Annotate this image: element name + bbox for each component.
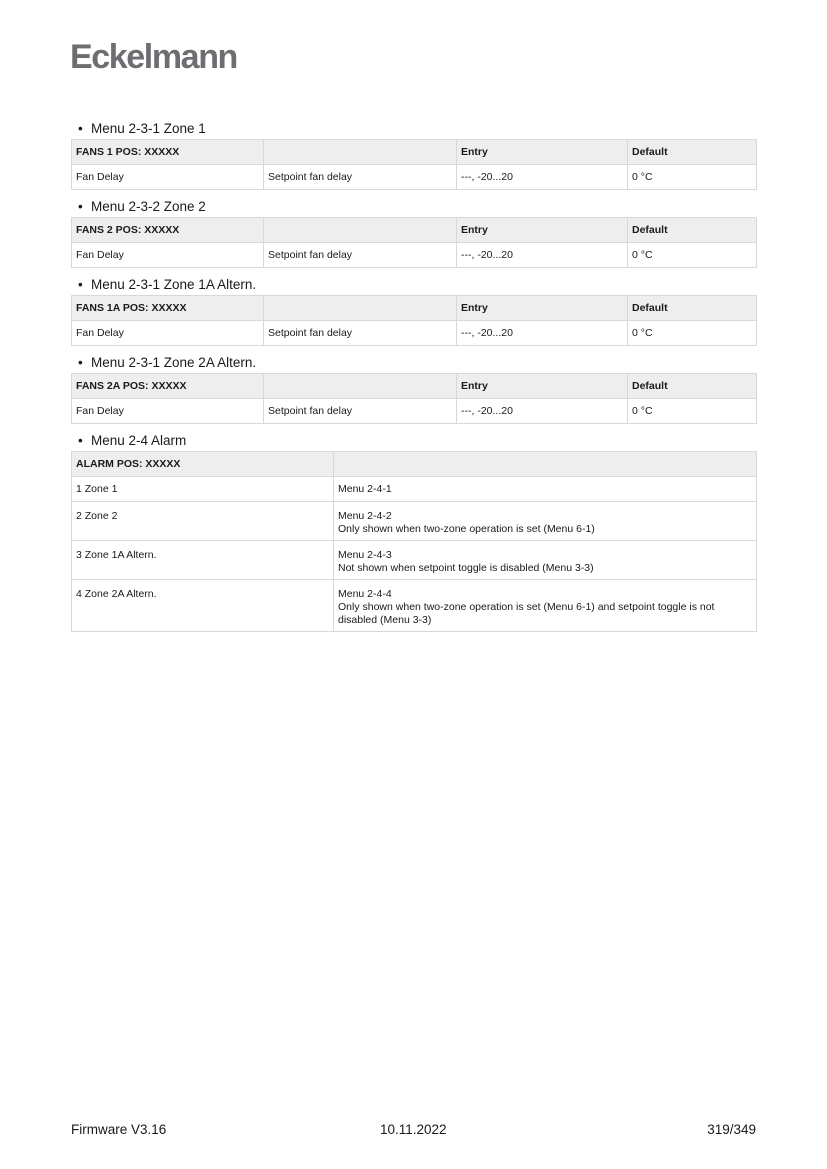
table-header-row	[72, 374, 757, 399]
bullet-icon: •	[78, 277, 83, 292]
page-number: 319/349	[707, 1122, 756, 1137]
table-cell: ---, -20...20	[457, 243, 628, 268]
menu-note: Only shown when two-zone operation is set (Menu 6-1)	[338, 523, 595, 535]
table-cell: 2 Zone 2	[72, 502, 334, 541]
alarm-table	[71, 451, 757, 632]
table-header-cell: Default	[628, 296, 757, 321]
menu-ref: Menu 2-4-4	[338, 588, 392, 600]
table-header-row	[72, 296, 757, 321]
table-cell: Setpoint fan delay	[264, 399, 457, 424]
table-header-cell: Entry	[457, 140, 628, 165]
page-content	[71, 120, 756, 633]
bullet-icon: •	[78, 355, 83, 370]
section-heading: • Menu 2-4 Alarm	[78, 433, 187, 448]
table-cell: Fan Delay	[72, 321, 264, 346]
fans-1-table	[71, 139, 757, 190]
table-header-cell	[264, 374, 457, 399]
table-header-cell: FANS 1A POS: XXXXX	[72, 296, 264, 321]
table-cell: 4 Zone 2A Altern.	[72, 580, 334, 632]
fans-2a-table	[71, 373, 757, 424]
firmware-version: Firmware V3.16	[71, 1122, 167, 1137]
table-cell: ---, -20...20	[457, 399, 628, 424]
table-cell: 0 °C	[628, 399, 757, 424]
menu-note: Only shown when two-zone operation is set (Menu 6-1) and setpoint toggle is not disabled (Menu 3-3)	[338, 601, 715, 626]
menu-ref: Menu 2-4-3	[338, 549, 392, 561]
table-cell: 3 Zone 1A Altern.	[72, 541, 334, 580]
table-cell	[334, 541, 757, 580]
table-row	[72, 502, 757, 541]
table-cell: Setpoint fan delay	[264, 321, 457, 346]
table-header-cell: FANS 1 POS: XXXXX	[72, 140, 264, 165]
table-header-cell	[264, 218, 457, 243]
table-header-cell: Default	[628, 374, 757, 399]
section-heading: • Menu 2-3-1 Zone 2A Altern.	[78, 355, 257, 370]
bullet-icon: •	[78, 199, 83, 214]
table-cell: 1 Zone 1	[72, 477, 334, 502]
table-header-cell: FANS 2A POS: XXXXX	[72, 374, 264, 399]
section-heading: • Menu 2-3-2 Zone 2	[78, 199, 206, 214]
table-row	[72, 541, 757, 580]
table-cell	[334, 580, 757, 632]
table-header-cell: Default	[628, 140, 757, 165]
table-cell: Fan Delay	[72, 165, 264, 190]
table-cell: Fan Delay	[72, 243, 264, 268]
table-cell: 0 °C	[628, 165, 757, 190]
menu-ref: Menu 2-4-2	[338, 510, 392, 522]
table-cell: Setpoint fan delay	[264, 243, 457, 268]
table-row	[72, 165, 757, 190]
table-row	[72, 580, 757, 632]
bullet-icon: •	[78, 121, 83, 136]
eckelmann-logo: Eckelmann	[70, 38, 237, 76]
table-cell	[334, 477, 757, 502]
table-cell: ---, -20...20	[457, 165, 628, 190]
table-cell: ---, -20...20	[457, 321, 628, 346]
table-row	[72, 243, 757, 268]
table-header-row	[72, 452, 757, 477]
table-cell: Setpoint fan delay	[264, 165, 457, 190]
table-cell: 0 °C	[628, 243, 757, 268]
table-cell: Fan Delay	[72, 399, 264, 424]
table-header-row	[72, 140, 757, 165]
menu-ref: Menu 2-4-1	[338, 483, 392, 495]
table-row	[72, 477, 757, 502]
bullet-icon: •	[78, 433, 83, 448]
menu-note: Not shown when setpoint toggle is disabled (Menu 3-3)	[338, 562, 594, 574]
table-header-row	[72, 218, 757, 243]
table-header-cell	[334, 452, 757, 477]
section-heading: • Menu 2-3-1 Zone 1A Altern.	[78, 277, 257, 292]
table-header-cell	[264, 296, 457, 321]
table-row	[72, 399, 757, 424]
fans-2-table	[71, 217, 757, 268]
table-cell	[334, 502, 757, 541]
document-date: 10.11.2022	[380, 1122, 447, 1137]
fans-1a-table	[71, 295, 757, 346]
section-heading: • Menu 2-3-1 Zone 1	[78, 121, 206, 136]
table-header-cell: Entry	[457, 296, 628, 321]
table-header-cell: Entry	[457, 374, 628, 399]
table-header-cell: Default	[628, 218, 757, 243]
table-cell: 0 °C	[628, 321, 757, 346]
table-header-cell: Entry	[457, 218, 628, 243]
table-header-cell: FANS 2 POS: XXXXX	[72, 218, 264, 243]
table-header-cell: ALARM POS: XXXXX	[72, 452, 334, 477]
table-row	[72, 321, 757, 346]
table-header-cell	[264, 140, 457, 165]
